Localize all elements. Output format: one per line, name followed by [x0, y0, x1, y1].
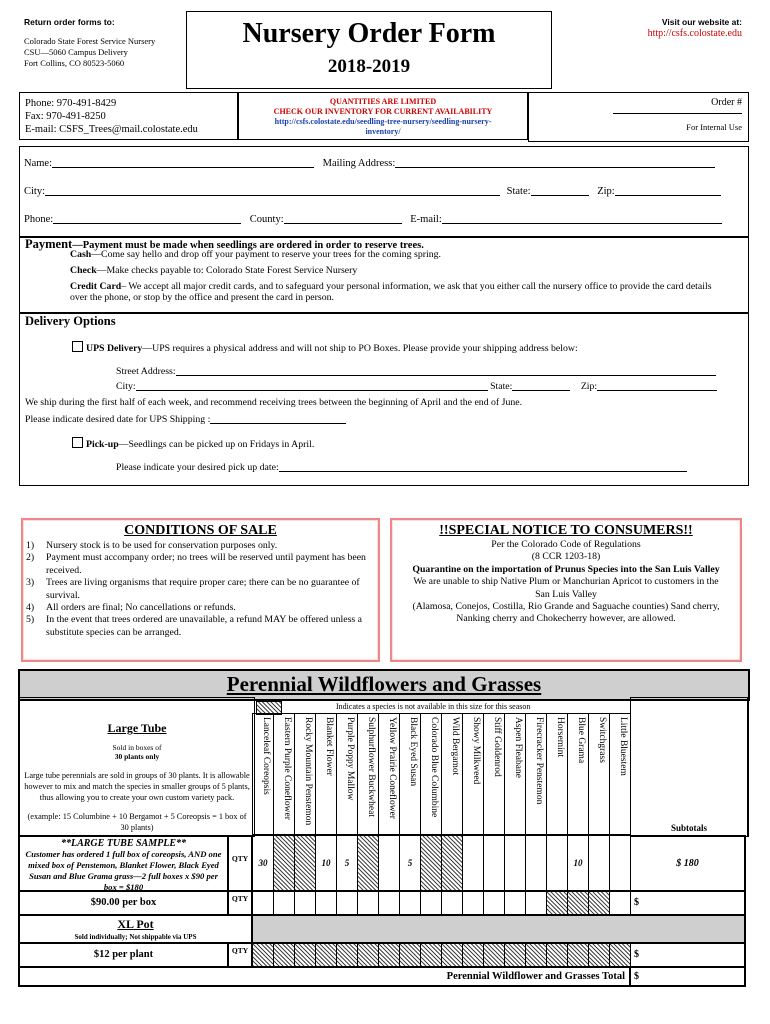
- phone-text: Phone: 970-491-8429: [25, 98, 117, 109]
- mailing-label: Mailing Address:: [322, 158, 396, 169]
- species-column-header: [378, 713, 400, 835]
- special-line-4: We are unable to ship Native Plum or Manchurian Apricot to customers in the San Luis Valley: [413, 576, 719, 600]
- condition-text: Nursery stock is to be used for conservation purposes only.: [46, 540, 278, 551]
- special-notice-box: [390, 518, 742, 662]
- email-text: E-mail: CSFS_Trees@mail.colostate.edu: [25, 124, 198, 135]
- plant-qty-cell: [294, 943, 316, 967]
- return-label: Return order forms to:: [24, 17, 115, 27]
- species-name: Colorado Blue Columbine: [429, 717, 439, 818]
- sample-qty-cell: [273, 835, 295, 891]
- plant-qty-cell: [336, 943, 358, 967]
- ups-label: UPS Delivery: [86, 343, 143, 354]
- species-column-header: [315, 713, 337, 835]
- box-qty-cell[interactable]: [294, 891, 316, 915]
- species-name: Showy Milkweed: [471, 717, 481, 785]
- sample-qty-cell[interactable]: 5: [336, 835, 358, 891]
- sample-description: [18, 835, 228, 891]
- plant-qty-cell: [483, 943, 505, 967]
- box-qty-cell[interactable]: [273, 891, 295, 915]
- species-name: Little Bluestem: [618, 717, 628, 776]
- sample-qty-cell[interactable]: 10: [567, 835, 589, 891]
- tube-example: (example: 15 Columbine + 10 Bergamot + 5 Coreopsis = 1 box of 30 plants): [27, 812, 247, 832]
- plant-qty-cell: [588, 943, 610, 967]
- box-qty-cell[interactable]: [315, 891, 337, 915]
- name-label: Name:: [24, 158, 52, 169]
- species-name: Blue Grama: [576, 717, 586, 764]
- box-qty-cell[interactable]: [525, 891, 547, 915]
- payment-section: [19, 236, 749, 314]
- visit-label: Visit our website at:: [661, 17, 742, 27]
- cash-text: —Come say hello and drop off your payment to reserve your trees for the coming spring.: [91, 249, 441, 260]
- city-label: City:: [24, 186, 46, 197]
- sample-qty-cell[interactable]: [462, 835, 484, 891]
- large-tube-label: Large Tube: [107, 721, 167, 735]
- pickup-date-field[interactable]: [279, 461, 687, 472]
- sample-qty-cell[interactable]: [525, 835, 547, 891]
- ups-date-field[interactable]: [210, 413, 346, 424]
- box-subtotal[interactable]: $: [630, 891, 746, 915]
- email-field[interactable]: [442, 213, 722, 224]
- species-name: Eastern Purple Coneflower: [282, 717, 292, 820]
- order-number-label: Order #: [711, 97, 742, 108]
- condition-item: [23, 614, 378, 639]
- return-address: Colorado State Forest Service Nursery CSU—5060 Campus Delivery Fort Collins, CO 80523-5060: [24, 36, 156, 68]
- plants-only-label: 30 plants only: [114, 752, 160, 761]
- box-qty-cell: [546, 891, 568, 915]
- perennial-title: Perennial Wildflowers and Grasses: [226, 672, 542, 696]
- total-label: Perennial Wildflower and Grasses Total: [446, 971, 625, 982]
- condition-number: 1): [26, 540, 35, 551]
- xl-pot-label: XL Pot: [117, 917, 154, 931]
- plant-qty-cell: [399, 943, 421, 967]
- species-name: Rocky Mountain Penstemon: [303, 717, 313, 826]
- species-column-header: [420, 713, 442, 835]
- box-qty-cell[interactable]: [483, 891, 505, 915]
- species-name: Blanket Flower: [324, 717, 334, 776]
- sold-boxes-label: Sold in boxes of: [112, 743, 162, 752]
- state-field[interactable]: [531, 185, 589, 196]
- species-column-header: [483, 713, 505, 835]
- order-box: [528, 92, 749, 142]
- box-qty-cell: [567, 891, 589, 915]
- name-field[interactable]: [52, 157, 314, 168]
- species-column-header: [546, 713, 568, 835]
- species-column-header: [252, 713, 274, 835]
- contact-box: [19, 92, 238, 140]
- phone-label: Phone:: [24, 214, 54, 225]
- sample-qty-label: QTY: [228, 835, 252, 891]
- special-line-3: Quarantine on the importation of Prunus Species into the San Luis Valley: [412, 563, 720, 575]
- quantities-limited: QUANTITIES ARE LIMITED: [329, 97, 437, 106]
- condition-number: 5): [26, 614, 35, 626]
- box-qty-cell: [588, 891, 610, 915]
- special-line-2: (8 CCR 1203-18): [531, 551, 601, 563]
- species-column-header: [399, 713, 421, 835]
- plant-qty-cell: [420, 943, 442, 967]
- state-label: State:: [506, 186, 531, 197]
- sample-subtotal: $ 180: [630, 835, 746, 891]
- box-qty-cell[interactable]: [609, 891, 631, 915]
- county-label: County:: [249, 214, 284, 225]
- customer-info: [19, 146, 749, 238]
- species-name: Stiff Goldenrod: [492, 717, 502, 777]
- card-label: Credit Card: [70, 281, 122, 292]
- box-qty-cell[interactable]: [504, 891, 526, 915]
- species-column-header: [567, 713, 589, 835]
- species-column-header: [273, 713, 295, 835]
- sample-qty-cell: [441, 835, 463, 891]
- inventory-notice: [238, 92, 528, 140]
- pickup-date-label: Please indicate your desired pick up date:: [116, 462, 279, 473]
- plant-qty-cell: [546, 943, 568, 967]
- pickup-label: Pick-up: [86, 439, 119, 450]
- pickup-checkbox[interactable]: [72, 437, 83, 448]
- form-year: 2018-2019: [327, 56, 411, 77]
- box-qty-cell[interactable]: [441, 891, 463, 915]
- sample-qty-cell[interactable]: 30: [252, 835, 274, 891]
- plant-qty-cell: [525, 943, 547, 967]
- plant-qty-cell: [273, 943, 295, 967]
- species-column-header: [525, 713, 547, 835]
- plant-qty-cell: [357, 943, 379, 967]
- tube-description: Large tube perennials are sold in groups of 30 plants. It is allowable however to mix and match the species in smaller groups of 5 plants, thus allowing you to create your own custom variety pack.: [24, 771, 250, 802]
- check-text: —Make checks payable to: Colorado State Forest Service Nursery: [96, 265, 358, 276]
- species-name: Black Eyed Susan: [408, 717, 418, 787]
- check-inventory: CHECK OUR INVENTORY FOR CURRENT AVAILABILITY: [273, 107, 493, 116]
- conditions-list: [23, 540, 378, 639]
- plant-subtotal[interactable]: $: [630, 943, 746, 967]
- plant-qty-cell: [462, 943, 484, 967]
- special-line-1: Per the Colorado Code of Regulations: [491, 539, 641, 550]
- sample-qty-cell[interactable]: [546, 835, 568, 891]
- delivery-section: [19, 312, 749, 486]
- condition-number: 3): [26, 577, 35, 589]
- species-name: Aspen Fleabane: [513, 717, 523, 778]
- title-box: [186, 11, 552, 89]
- ups-state-field[interactable]: [512, 380, 570, 391]
- sample-qty-cell[interactable]: [504, 835, 526, 891]
- condition-item: [23, 602, 378, 614]
- sample-qty-cell[interactable]: [483, 835, 505, 891]
- check-label: Check: [70, 265, 97, 276]
- pickup-text: —Seedlings can be picked up on Fridays in April.: [118, 439, 315, 450]
- condition-item: [23, 540, 378, 552]
- email-label: E-mail:: [410, 214, 442, 225]
- species-column-header: [294, 713, 316, 835]
- species-name: Horsemint: [555, 717, 565, 758]
- fax-text: Fax: 970-491-8250: [25, 111, 106, 122]
- condition-text: All orders are final; No cancellations or refunds.: [46, 602, 236, 614]
- ups-date-label: Please indicate desired date for UPS Shipping :: [25, 414, 211, 425]
- zip-label: Zip:: [597, 186, 615, 197]
- city-field[interactable]: [45, 185, 500, 196]
- species-name: Switchgrass: [597, 717, 607, 763]
- condition-item: [23, 552, 378, 577]
- zip-field[interactable]: [615, 185, 721, 196]
- plant-qty-cell: [567, 943, 589, 967]
- total-amount[interactable]: $: [630, 967, 746, 987]
- species-name: Lanceleaf Coreopsis: [261, 717, 271, 795]
- subtotals-label: Subtotals: [670, 823, 707, 833]
- form-title: Nursery Order Form: [242, 18, 496, 49]
- condition-text: Payment must accompany order; no trees will be reserved until payment has been received.: [46, 552, 366, 576]
- ups-text: —UPS requires a physical address and will not ship to PO Boxes. Please provide your shipping address below:: [142, 343, 578, 354]
- ups-zip-label: Zip:: [580, 381, 598, 392]
- plant-qty-cell: [315, 943, 337, 967]
- species-column-header: [588, 713, 610, 835]
- perennial-left-panel: [18, 697, 255, 837]
- cash-label: Cash: [70, 249, 92, 260]
- payment-note: —Payment must be made when seedlings are ordered in order to reserve trees.: [72, 240, 424, 251]
- box-qty-cell[interactable]: [420, 891, 442, 915]
- special-title: !!SPECIAL NOTICE TO CONSUMERS!!: [439, 523, 693, 538]
- species-name: Firecracker Penstemon: [534, 717, 544, 805]
- website-link[interactable]: http://csfs.colostate.edu: [647, 28, 742, 39]
- condition-text: Trees are living organisms that require proper care; there can be no guarantee of survival.: [46, 577, 360, 601]
- phone-field[interactable]: [53, 213, 241, 224]
- box-qty-cell[interactable]: [399, 891, 421, 915]
- condition-item: [23, 577, 378, 602]
- box-qty-cell[interactable]: [252, 891, 274, 915]
- species-column-header: [462, 713, 484, 835]
- species-column-header: [336, 713, 358, 835]
- order-number-field[interactable]: [613, 112, 742, 114]
- total-label-cell: [18, 967, 630, 987]
- ups-checkbox[interactable]: [72, 341, 83, 352]
- plant-qty-cell: [441, 943, 463, 967]
- xl-sold-label: Sold individually; Not shippable via UPS: [74, 933, 197, 941]
- ship-text: We ship during the first half of each week, and recommend receiving trees between the beginning of April and the end of June.: [25, 397, 523, 408]
- plant-qty-cell: [252, 943, 274, 967]
- condition-number: 2): [26, 552, 35, 564]
- delivery-title: Delivery Options: [25, 314, 116, 328]
- sample-qty-cell[interactable]: 5: [399, 835, 421, 891]
- card-text: – We accept all major credit cards, and to safeguard your personal information, we ask that you either call the nursery office to provide the card details over the phone, or stop by the office and present the card in person.: [70, 281, 712, 303]
- conditions-box: [21, 518, 380, 662]
- xl-pot-info: [18, 915, 252, 943]
- species-column-header: [441, 713, 463, 835]
- plant-qty-cell: [504, 943, 526, 967]
- condition-number: 4): [26, 602, 35, 614]
- subtotal-header: [630, 697, 749, 837]
- inventory-link[interactable]: http://csfs.colostate.edu/seedling-tree-nursery/seedling-nursery-inventory/: [274, 117, 492, 136]
- sample-qty-cell: [357, 835, 379, 891]
- price-per-plant: $12 per plant: [18, 943, 228, 967]
- condition-text: In the event that trees ordered are unavailable, a refund MAY be offered unless a substitute species can be arranged.: [46, 614, 363, 638]
- price-per-box: $90.00 per box: [18, 891, 228, 915]
- species-column-header: [357, 713, 379, 835]
- plant-qty-cell: [609, 943, 631, 967]
- species-name: Purple Poppy Mallow: [345, 717, 355, 801]
- species-name: Sulphurflower Buckwheat: [366, 717, 376, 817]
- plant-qty-cell: [378, 943, 400, 967]
- ups-zip-field[interactable]: [597, 380, 717, 391]
- special-line-5: (Alamosa, Conejos, Costilla, Rio Grande and Saguache counties) Sand cherry, Nanking cherry and Chokecherry however, are allowed.: [412, 601, 720, 625]
- ups-state-label: State:: [490, 381, 513, 392]
- street-field[interactable]: [176, 365, 716, 376]
- sample-qty-cell[interactable]: 10: [315, 835, 337, 891]
- box-qty-cell[interactable]: [357, 891, 379, 915]
- payment-title: Payment: [25, 237, 73, 251]
- mailing-field[interactable]: [395, 157, 715, 168]
- species-column-header: [609, 713, 631, 835]
- ups-city-field[interactable]: [136, 380, 488, 391]
- sample-qty-cell: [294, 835, 316, 891]
- box-qty-cell[interactable]: [378, 891, 400, 915]
- sample-qty-cell[interactable]: [588, 835, 610, 891]
- county-field[interactable]: [284, 213, 402, 224]
- xl-grey-band: [252, 915, 746, 943]
- internal-use-label: For Internal Use: [686, 122, 742, 132]
- box-qty-label: QTY: [228, 891, 252, 915]
- sample-qty-cell: [420, 835, 442, 891]
- ups-city-label: City:: [116, 381, 136, 392]
- sample-qty-cell[interactable]: [378, 835, 400, 891]
- sample-title: **LARGE TUBE SAMPLE**: [60, 838, 187, 849]
- sample-text: Customer has ordered 1 full box of coreopsis, AND one mixed box of Penstemon, Blanket Flower, Black Eyed Susan and Blue Grama grass—2 full boxes x $90 per box = $180: [25, 849, 222, 892]
- street-label: Street Address:: [116, 366, 176, 377]
- species-name: Wild Bergamot: [450, 717, 460, 776]
- sample-qty-cell[interactable]: [609, 835, 631, 891]
- species-column-header: [504, 713, 526, 835]
- box-qty-cell[interactable]: [462, 891, 484, 915]
- box-qty-cell[interactable]: [336, 891, 358, 915]
- conditions-title: CONDITIONS OF SALE: [124, 523, 277, 538]
- species-name: Yellow Prairie Coneflower: [387, 717, 397, 819]
- plant-qty-label: QTY: [228, 943, 252, 967]
- unavailable-legend-text: Indicates a species is not available in this size for this season: [336, 702, 531, 711]
